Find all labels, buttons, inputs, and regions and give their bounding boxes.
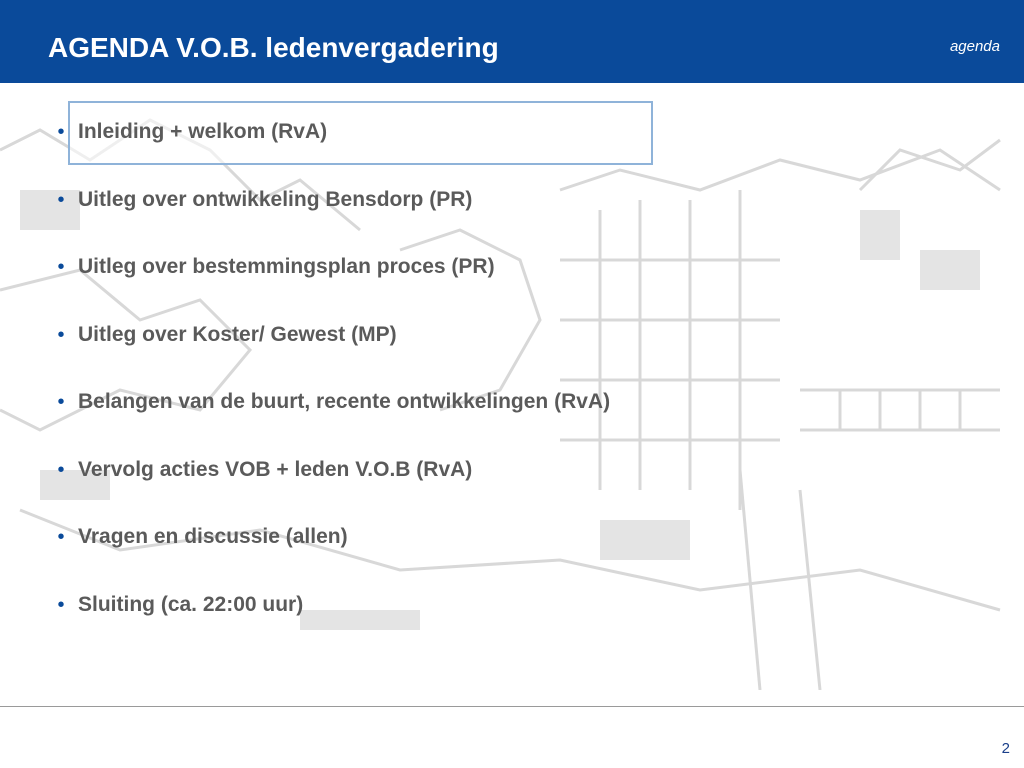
agenda-item (44, 587, 610, 655)
bullet-icon: • (57, 391, 65, 413)
bullet-icon: • (57, 526, 65, 548)
header-bar (0, 0, 1024, 83)
bullet-icon: • (57, 256, 65, 278)
agenda-item (44, 182, 610, 250)
agenda-item-label: Vervolg acties VOB + leden V.O.B (RvA) (78, 457, 473, 481)
agenda-list (44, 114, 610, 654)
agenda-item-label: Vragen en discussie (allen) (78, 525, 348, 548)
bullet-icon: • (57, 121, 65, 143)
bullet-icon: • (57, 593, 65, 616)
agenda-item-label: Uitleg over Koster/ Gewest (MP) (78, 322, 397, 346)
agenda-item (44, 249, 610, 317)
bullet-icon: • (57, 188, 65, 211)
agenda-item (44, 452, 610, 520)
agenda-item-label: Sluiting (ca. 22:00 uur) (78, 592, 304, 616)
footer-divider (0, 706, 1024, 707)
agenda-item (44, 317, 610, 385)
slide-title: AGENDA V.O.B. ledenvergadering (48, 32, 499, 63)
agenda-item (44, 519, 610, 587)
page-number: 2 (1001, 740, 1010, 757)
agenda-item-label: Uitleg over bestemmingsplan proces (PR) (78, 255, 495, 278)
agenda-item-label: Belangen van de buurt, recente ontwikkelingen (RvA) (78, 390, 611, 413)
agenda-item (44, 384, 610, 452)
agenda-item (44, 114, 610, 182)
agenda-item-label: Uitleg over ontwikkeling Bensdorp (PR) (78, 187, 473, 211)
bullet-icon: • (57, 323, 65, 346)
section-tag: agenda (949, 38, 1000, 55)
agenda-item-label: Inleiding + welkom (RvA) (78, 120, 328, 143)
bullet-icon: • (57, 458, 65, 481)
